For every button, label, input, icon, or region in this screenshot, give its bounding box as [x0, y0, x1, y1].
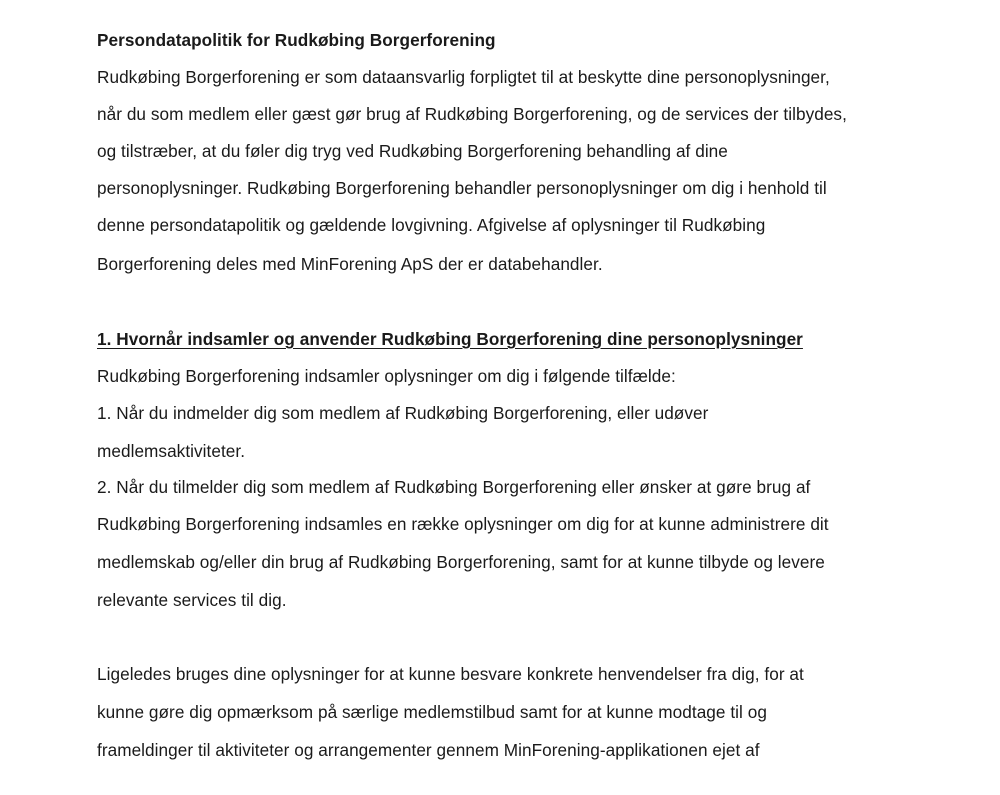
document-title: Persondatapolitik for Rudkøbing Borgerforening	[97, 30, 496, 50]
section-line: medlemskab og/eller din brug af Rudkøbing Borgerforening, samt for at kunne tilbyde og levere	[97, 552, 825, 572]
paragraph-line: Ligeledes bruges dine oplysninger for at kunne besvare konkrete henvendelser fra dig, for at	[97, 664, 804, 684]
section-line: relevante services til dig.	[97, 590, 287, 610]
intro-line: denne persondatapolitik og gældende lovgivning. Afgivelse af oplysninger til Rudkøbing	[97, 215, 766, 235]
section-heading: 1. Hvornår indsamler og anvender Rudkøbing Borgerforening dine personoplysninger	[97, 329, 803, 349]
section-line: Rudkøbing Borgerforening indsamles en række oplysninger om dig for at kunne administrere dit	[97, 514, 829, 534]
intro-line: når du som medlem eller gæst gør brug af Rudkøbing Borgerforening, og de services der tilbydes,	[97, 104, 847, 124]
intro-line: Rudkøbing Borgerforening er som dataansvarlig forpligtet til at beskytte dine personoplysninger,	[97, 67, 830, 87]
paragraph-line: kunne gøre dig opmærksom på særlige medlemstilbud samt for at kunne modtage til og	[97, 702, 767, 722]
paragraph-line: frameldinger til aktiviteter og arrangementer gennem MinForening-applikationen ejet af	[97, 740, 760, 760]
section-line: Rudkøbing Borgerforening indsamler oplysninger om dig i følgende tilfælde:	[97, 366, 676, 386]
intro-line: Borgerforening deles med MinForening ApS der er databehandler.	[97, 254, 603, 274]
section-line: 1. Når du indmelder dig som medlem af Rudkøbing Borgerforening, eller udøver	[97, 403, 709, 423]
intro-line: personoplysninger. Rudkøbing Borgerforening behandler personoplysninger om dig i henhold til	[97, 178, 827, 198]
section-line: 2. Når du tilmelder dig som medlem af Rudkøbing Borgerforening eller ønsker at gøre brug af	[97, 477, 811, 497]
section-line: medlemsaktiviteter.	[97, 441, 246, 461]
intro-line: og tilstræber, at du føler dig tryg ved Rudkøbing Borgerforening behandling af dine	[97, 141, 728, 161]
